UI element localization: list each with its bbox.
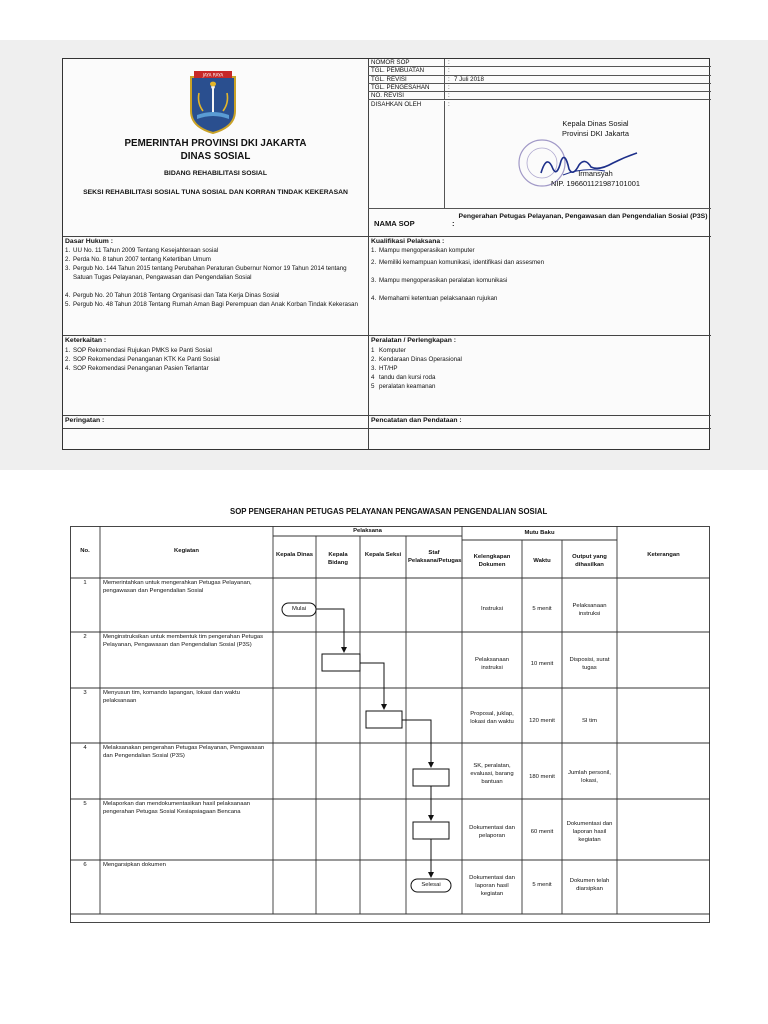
sop-name: Pengerahan Petugas Pelayanan, Pengawasan dan Pengendalian Sosial (P3S) — [458, 213, 708, 220]
dki-jakarta-emblem-icon — [187, 67, 239, 135]
row-time: 10 menit — [530, 661, 554, 667]
division-name: BIDANG REHABILITASI SOSIAL — [164, 170, 267, 177]
agency-name: DINAS SOSIAL — [180, 151, 251, 162]
approver-title-1: Kepala Dinas Sosial — [562, 119, 629, 128]
header-mutu-baku: Mutu Baku — [524, 530, 555, 536]
section-divider — [63, 236, 711, 237]
dasar-hukum-title: Dasar Hukum : — [65, 238, 113, 245]
process-box — [413, 769, 449, 786]
row-time: 120 menit — [529, 718, 555, 724]
kualifikasi-title: Kualifikasi Pelaksana : — [371, 238, 445, 245]
section-name: SEKSI REHABILITASI SOSIAL TUNA SOSIAL DAN KORRAN TINDAK KEKERASAN — [83, 189, 348, 196]
meta-row: TGL. REVISI : 7 Juli 2018 — [368, 76, 711, 84]
approver-name: Irmansyah — [578, 168, 613, 178]
header-output: Output yang dihasilkan — [572, 554, 607, 568]
header-kegiatan: Kegiatan — [174, 548, 199, 554]
list-item: 4. Memahami ketentuan pelaksanaan rujukan — [371, 294, 498, 302]
section-divider — [63, 415, 711, 416]
list-item: 1. Mampu mengoperasikan komputer — [371, 247, 475, 254]
row-activity: Memerintahkan untuk mengerahkan Petugas Pelayanan, pengawasan dan Pengendalian Sosial — [103, 580, 252, 594]
header-keterangan: Keterangan — [647, 552, 680, 558]
sop-flowchart-table — [70, 526, 710, 924]
row-output: Jumlah personil, lokasi, — [568, 770, 611, 784]
keterkaitan-list — [65, 347, 365, 374]
list-item: 2. Memiliki kemampuan komunikasi, identifikasi dan assesmen — [371, 258, 545, 266]
sop-name-block: NAMA SOP : Pengerahan Petugas Pelayanan, Pengawasan dan Pengendalian Sosial (P3S) — [374, 213, 708, 228]
process-box — [413, 822, 449, 839]
row-document: Instruksi — [481, 606, 503, 612]
row-number: 6 — [83, 862, 87, 868]
list-item: 4. Pergub No. 20 Tahun 2018 Tentang Organisasi dan Tata Kerja Dinas Sosial — [65, 291, 280, 299]
row-document: Proposal, juklap, lokasi dan waktu — [470, 711, 514, 725]
header-staf: Staf Pelaksana/Petugas — [408, 550, 462, 564]
row-time: 180 menit — [529, 774, 555, 780]
row-time: 5 menit — [532, 882, 552, 888]
section-divider — [63, 335, 711, 336]
emblem-text: JAYA RAYA — [202, 72, 224, 78]
sop-name-label: NAMA SOP — [374, 219, 415, 228]
approver-nip: NIP. 196601121987101001 — [551, 178, 640, 188]
list-item: 3. HT/HP — [371, 364, 398, 372]
process-box — [322, 654, 360, 671]
meta-row: NO. REVISI : — [368, 92, 711, 100]
row-activity: Melaporkan dan mendokumentasikan hasil pelaksanaan pengerahan Petugas Sosial Kesiapsiagaan Bencana — [103, 801, 251, 815]
list-item: 5. Pergub No. 48 Tahun 2018 Tentang Rumah Aman Bagi Perempuan dan Anak Korban Tindak Kekerasan — [65, 300, 358, 308]
header-waktu: Waktu — [533, 558, 551, 564]
peralatan-title: Peralatan / Perlengkapan : — [371, 337, 456, 344]
list-item: 2. SOP Rekomendasi Penanganan KTK Ke Panti Sosial — [65, 355, 220, 363]
row-output: Pelaksanaan instruksi — [572, 603, 607, 617]
row-document: Dokumentasi dan pelaporan — [469, 825, 515, 839]
row-number: 5 — [83, 801, 87, 807]
sop-cover-sheet — [62, 58, 710, 450]
row-activity: Melaksanakan pengerahan Petugas Pelayanan, Pengawasan dan Pengendalian Sosial (P3S) — [103, 745, 265, 759]
flowchart-title: SOP PENGERAHAN PETUGAS PELAYANAN PENGAWASAN PENGENDALIAN SOSIAL — [230, 507, 548, 516]
row-document: SK, peralatan, evaluasi, barang bantuan — [470, 763, 514, 785]
list-item: 4 tandu dan kursi roda — [371, 373, 436, 381]
peringatan-title: Peringatan : — [65, 417, 105, 424]
approver-title-2: Provinsi DKI Jakarta — [562, 128, 629, 138]
list-item: 3. Mampu mengoperasikan peralatan komunikasi — [371, 276, 508, 284]
list-item: 3. Pergub No. 144 Tahun 2015 tentang Perubahan Peraturan Gubernur Nomor 19 Tahun 2014 tentang Satuan Tugas Pelayanan, Pengawasan dan Pengendalian Sosial — [65, 264, 347, 281]
row-activity: Menginstruksikan untuk membentuk tim pengerahan Petugas Pelayanan, Pengawasan dan Pengendalian Sosial (P3S) — [103, 634, 264, 648]
header-kelengkapan: Kelengkapan Dokumen — [473, 554, 511, 568]
list-item: 1 Komputer — [371, 347, 406, 354]
approver-block — [488, 119, 703, 189]
pencatatan-title: Pencatatan dan Pendataan : — [371, 417, 462, 424]
row-number: 1 — [83, 580, 87, 586]
row-document: Dokumentasi dan laporan hasil kegiatan — [469, 875, 515, 897]
start-label: Mulai — [291, 606, 307, 612]
row-output: Disposisi, surat tugas — [569, 657, 610, 671]
meta-row: TGL. PEMBUATAN : — [368, 67, 711, 75]
row-output: SI tim — [581, 718, 598, 724]
list-item: 2. Perda No. 8 tahun 2007 tentang Ketertiban Umum — [65, 255, 211, 263]
meta-row: TGL. PENGESAHAN : — [368, 84, 711, 92]
list-item: 1. SOP Rekomendasi Rujukan PMKS ke Panti Sosial — [65, 347, 212, 354]
header-kepala-bidang: Kepala Bidang — [328, 552, 348, 566]
meta-row: NOMOR SOP : — [368, 59, 711, 67]
row-activity: Menyusun tim, komando lapangan, lokasi dan waktu pelaksanaan — [103, 690, 240, 704]
meta-row-approval: DISAHKAN OLEH : — [368, 101, 711, 209]
dasar-hukum-list — [65, 247, 365, 310]
row-number: 3 — [83, 690, 87, 696]
keterkaitan-title: Keterkaitan : — [65, 337, 107, 344]
government-name: PEMERINTAH PROVINSI DKI JAKARTA — [124, 138, 307, 149]
peralatan-list — [371, 347, 707, 392]
row-output: Dokumen telah diarsipkan — [569, 878, 610, 892]
row-output: Dokumentasi dan laporan hasil kegiatan — [566, 821, 613, 843]
list-item: 1. UU No. 11 Tahun 2009 Tentang Kesejahteraan sosial — [65, 247, 219, 254]
kualifikasi-list — [371, 247, 707, 304]
section-divider — [63, 428, 711, 429]
list-item: 2. Kendaraan Dinas Operasional — [371, 355, 462, 363]
row-document: Pelaksanaan instruksi — [474, 657, 510, 671]
header-no: No. — [80, 548, 90, 554]
end-label: Selesai — [421, 882, 441, 888]
row-number: 4 — [83, 745, 87, 751]
row-activity: Mengarsipkan dokumen — [103, 862, 166, 868]
header-kepala-dinas: Kepala Dinas — [276, 552, 313, 558]
list-item: 4. SOP Rekomendasi Penanganan Pasien Terlantar — [65, 364, 209, 372]
row-time: 60 menit — [530, 829, 554, 835]
list-item: 5 peralatan keamanan — [371, 382, 436, 390]
header-kepala-seksi: Kepala Seksi — [364, 552, 402, 558]
row-time: 5 menit — [532, 606, 552, 612]
process-box — [366, 711, 402, 728]
header-pelaksana: Pelaksana — [353, 528, 382, 534]
row-number: 2 — [83, 634, 87, 640]
